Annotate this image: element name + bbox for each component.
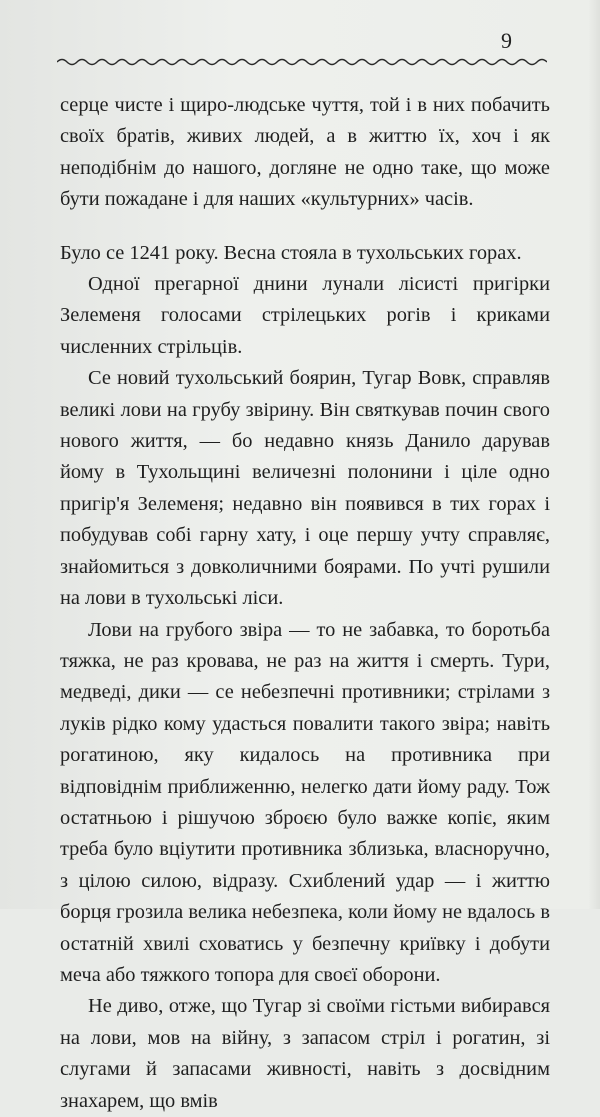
page-edge-shadow: [588, 0, 600, 909]
paragraph-5: Лови на грубого звіра — то не забавка, то боротьба тяжка, не раз кровава, не раз на життя і смерть. Тури, медведі, дики — се небезпечні противники; стрілами з луків рідко кому удасться повалити такого звіра; навіть рогатиною, яку кидалось на противника при відповіднім приближенню, нелегко дати йому раду. Тож остатньою і рішучою зброєю було важке копіє, яким треба було вціутити противника зблизька, власноручно, з цілою силою, відразу. Схиблений удар — і життю борця грозила велика небезпека, коли йому не вдалось в остатній хвилі сховатись у безпечну криївку і добути меча або тяжкого топора для своєї оборони.: [60, 618, 550, 986]
paragraph-3: Одної прегарної днини лунали лісисті пригірки Зелеменя голосами стрілецьких рогів і криками численних стрільців.: [60, 273, 550, 358]
paragraph-4: Се новий тухольський боярин, Тугар Вовк, справляв великі лови на грубу звірину. Він святкував почин свого нового життя, — бо недавно князь Данило дарував йому в Тухольщині величезні полонини і ціле одно пригір'я Зелеменя; недавно він появився в тих горах і побудував собі гарну хату, і оце першу учту справляє, знайомиться з довколичними боярами. По учті рушили на лови в тухольські ліси.: [60, 367, 550, 610]
decorative-wave-rule: [57, 55, 547, 69]
paragraph-6: Не диво, отже, що Тугар зі своїми гістьми вибирався на лови, мов на війну, з запасом стріл і рогатин, зі слугами й запасами живності, навіть з досвідним знахарем, що вмів: [60, 995, 550, 1112]
page-number: 9: [501, 28, 512, 53]
paragraph-2: Було се 1241 року. Весна стояла в тухольських горах.: [60, 241, 522, 264]
body-text: [60, 90, 550, 1117]
paragraph-1: серце чисте і щиро-людське чуття, той і в них побачить своїх братів, живих людей, а в життю їх, хоч і як неподібнім до нашого, догляне не одно таке, що може бути пожадане і для наших «культурних» часів.: [60, 94, 550, 211]
